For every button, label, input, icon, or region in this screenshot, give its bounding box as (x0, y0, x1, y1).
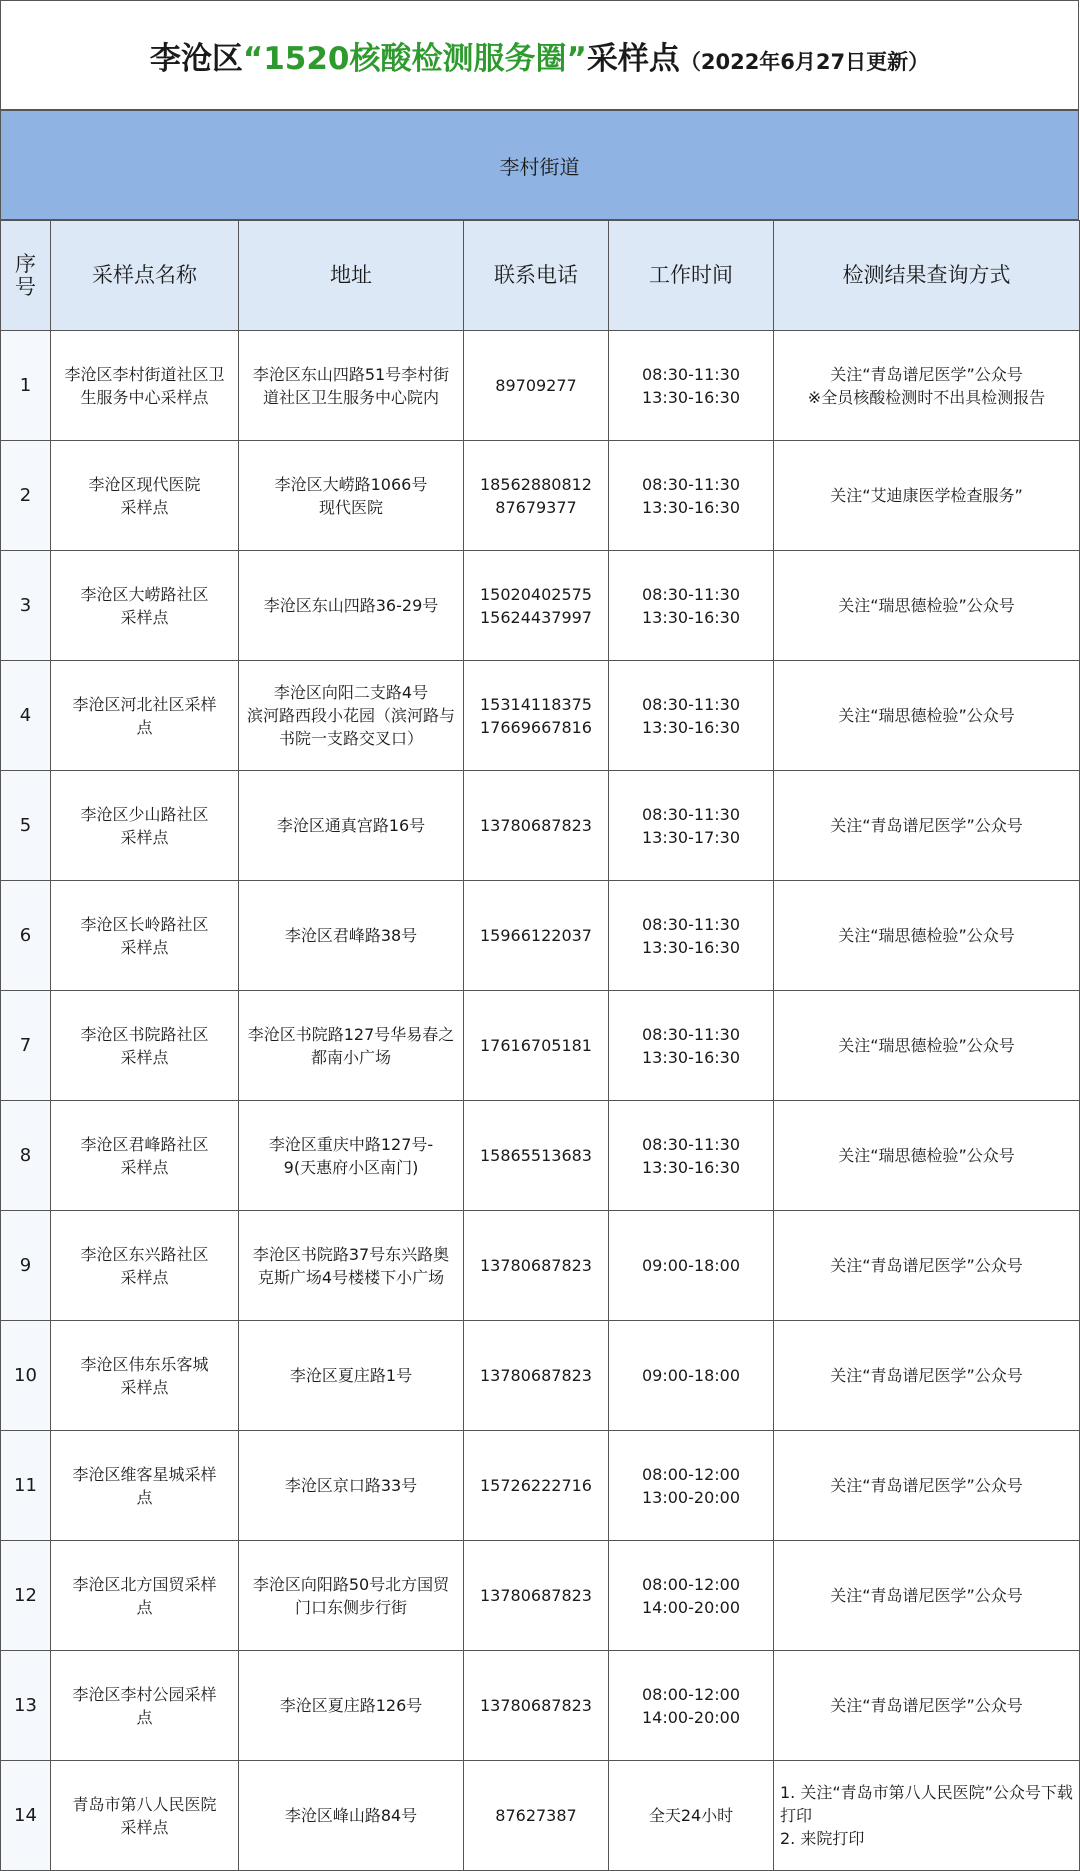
cell-site-name: 李沧区李村公园采样 点 (51, 1651, 239, 1761)
col-header-address: 地址 (239, 221, 464, 331)
cell-query-method: 关注“艾迪康医学检查服务” (774, 441, 1080, 551)
cell-no: 5 (1, 771, 51, 881)
cell-query-method: 关注“青岛谱尼医学”公众号 (774, 771, 1080, 881)
cell-site-name: 青岛市第八人民医院 采样点 (51, 1761, 239, 1871)
title-row (0, 0, 1079, 110)
cell-query-method: 关注“青岛谱尼医学”公众号 (774, 1431, 1080, 1541)
cell-site-name: 李沧区少山路社区 采样点 (51, 771, 239, 881)
cell-phone: 15020402575 15624437997 (464, 551, 609, 661)
table-row (1, 1101, 1080, 1211)
cell-phone: 13780687823 (464, 1211, 609, 1321)
cell-site-name: 李沧区北方国贸采样 点 (51, 1541, 239, 1651)
cell-hours: 08:30-11:30 13:30-16:30 (609, 1101, 774, 1211)
cell-no: 2 (1, 441, 51, 551)
cell-address: 李沧区重庆中路127号- 9(天惠府小区南门) (239, 1101, 464, 1211)
cell-phone: 13780687823 (464, 771, 609, 881)
cell-hours: 08:30-11:30 13:30-16:30 (609, 441, 774, 551)
table-row (1, 1651, 1080, 1761)
cell-hours: 08:30-11:30 13:30-16:30 (609, 661, 774, 771)
col-header-query: 检测结果查询方式 (774, 221, 1080, 331)
cell-phone: 15726222716 (464, 1431, 609, 1541)
cell-site-name: 李沧区东兴路社区 采样点 (51, 1211, 239, 1321)
cell-query-method: 关注“青岛谱尼医学”公众号 ※全员核酸检测时不出具检测报告 (774, 331, 1080, 441)
cell-hours: 全天24小时 (609, 1761, 774, 1871)
cell-hours: 08:30-11:30 13:30-16:30 (609, 991, 774, 1101)
table-header-row (1, 221, 1080, 331)
table-row (1, 1321, 1080, 1431)
cell-address: 李沧区大崂路1066号 现代医院 (239, 441, 464, 551)
cell-site-name: 李沧区河北社区采样 点 (51, 661, 239, 771)
cell-query-method: 1. 关注“青岛市第八人民医院”公众号下载打印 2. 来院打印 (774, 1761, 1080, 1871)
cell-address: 李沧区通真宫路16号 (239, 771, 464, 881)
cell-hours: 08:00-12:00 14:00-20:00 (609, 1541, 774, 1651)
cell-no: 9 (1, 1211, 51, 1321)
cell-no: 3 (1, 551, 51, 661)
update-note: （2022年6月27日更新） (679, 49, 930, 74)
cell-site-name: 李沧区长岭路社区 采样点 (51, 881, 239, 991)
cell-hours: 08:30-11:30 13:30-16:30 (609, 551, 774, 661)
cell-hours: 08:00-12:00 14:00-20:00 (609, 1651, 774, 1761)
cell-site-name: 李沧区书院路社区 采样点 (51, 991, 239, 1101)
cell-no: 4 (1, 661, 51, 771)
title-highlight: “1520核酸检测服务圈” (242, 40, 587, 77)
table-row (1, 771, 1080, 881)
cell-address: 李沧区东山四路36-29号 (239, 551, 464, 661)
table-row (1, 661, 1080, 771)
cell-phone: 13780687823 (464, 1321, 609, 1431)
cell-site-name: 李沧区君峰路社区 采样点 (51, 1101, 239, 1211)
col-header-phone: 联系电话 (464, 221, 609, 331)
table-row (1, 441, 1080, 551)
title-suffix: 采样点 (586, 40, 680, 77)
cell-phone: 87627387 (464, 1761, 609, 1871)
cell-phone: 15865513683 (464, 1101, 609, 1211)
table-row (1, 331, 1080, 441)
cell-address: 李沧区君峰路38号 (239, 881, 464, 991)
col-header-no: 序 号 (1, 221, 51, 331)
cell-address: 李沧区夏庄路1号 (239, 1321, 464, 1431)
cell-query-method: 关注“瑞思德检验”公众号 (774, 881, 1080, 991)
cell-hours: 09:00-18:00 (609, 1211, 774, 1321)
col-header-hours: 工作时间 (609, 221, 774, 331)
cell-site-name: 李沧区李村街道社区卫生服务中心采样点 (51, 331, 239, 441)
cell-address: 李沧区向阳路50号北方国贸门口东侧步行街 (239, 1541, 464, 1651)
table-row (1, 1541, 1080, 1651)
cell-phone: 17616705181 (464, 991, 609, 1101)
cell-phone: 13780687823 (464, 1651, 609, 1761)
table-row (1, 1431, 1080, 1541)
cell-address: 李沧区书院路127号华易春之都南小广场 (239, 991, 464, 1101)
table-row (1, 881, 1080, 991)
cell-query-method: 关注“青岛谱尼医学”公众号 (774, 1321, 1080, 1431)
street-name: 李村街道 (0, 110, 1079, 220)
cell-no: 6 (1, 881, 51, 991)
cell-query-method: 关注“青岛谱尼医学”公众号 (774, 1651, 1080, 1761)
cell-no: 8 (1, 1101, 51, 1211)
cell-no: 14 (1, 1761, 51, 1871)
cell-phone: 13780687823 (464, 1541, 609, 1651)
cell-hours: 08:30-11:30 13:30-16:30 (609, 331, 774, 441)
cell-hours: 08:30-11:30 13:30-16:30 (609, 881, 774, 991)
col-header-name: 采样点名称 (51, 221, 239, 331)
table-row (1, 1761, 1080, 1871)
cell-no: 1 (1, 331, 51, 441)
cell-query-method: 关注“瑞思德检验”公众号 (774, 1101, 1080, 1211)
cell-site-name: 李沧区伟东乐客城 采样点 (51, 1321, 239, 1431)
cell-no: 11 (1, 1431, 51, 1541)
cell-no: 10 (1, 1321, 51, 1431)
cell-address: 李沧区峰山路84号 (239, 1761, 464, 1871)
cell-address: 李沧区东山四路51号李村街道社区卫生服务中心院内 (239, 331, 464, 441)
cell-site-name: 李沧区大崂路社区 采样点 (51, 551, 239, 661)
cell-query-method: 关注“瑞思德检验”公众号 (774, 661, 1080, 771)
sampling-table (0, 220, 1080, 1871)
cell-hours: 08:30-11:30 13:30-17:30 (609, 771, 774, 881)
cell-query-method: 关注“青岛谱尼医学”公众号 (774, 1541, 1080, 1651)
table-row (1, 1211, 1080, 1321)
cell-query-method: 关注“瑞思德检验”公众号 (774, 551, 1080, 661)
cell-query-method: 关注“瑞思德检验”公众号 (774, 991, 1080, 1101)
cell-phone: 15314118375 17669667816 (464, 661, 609, 771)
cell-phone: 15966122037 (464, 881, 609, 991)
cell-address: 李沧区夏庄路126号 (239, 1651, 464, 1761)
cell-address: 李沧区书院路37号东兴路奥克斯广场4号楼楼下小广场 (239, 1211, 464, 1321)
cell-no: 12 (1, 1541, 51, 1651)
cell-no: 7 (1, 991, 51, 1101)
table-row (1, 551, 1080, 661)
cell-phone: 89709277 (464, 331, 609, 441)
cell-no: 13 (1, 1651, 51, 1761)
cell-site-name: 李沧区维客星城采样 点 (51, 1431, 239, 1541)
cell-hours: 09:00-18:00 (609, 1321, 774, 1431)
title-prefix: 李沧区 (149, 40, 243, 77)
page-title (150, 33, 929, 78)
cell-site-name: 李沧区现代医院 采样点 (51, 441, 239, 551)
cell-hours: 08:00-12:00 13:00-20:00 (609, 1431, 774, 1541)
cell-query-method: 关注“青岛谱尼医学”公众号 (774, 1211, 1080, 1321)
cell-address: 李沧区京口路33号 (239, 1431, 464, 1541)
cell-address: 李沧区向阳二支路4号 滨河路西段小花园（滨河路与书院一支路交叉口） (239, 661, 464, 771)
table-row (1, 991, 1080, 1101)
cell-phone: 18562880812 87679377 (464, 441, 609, 551)
